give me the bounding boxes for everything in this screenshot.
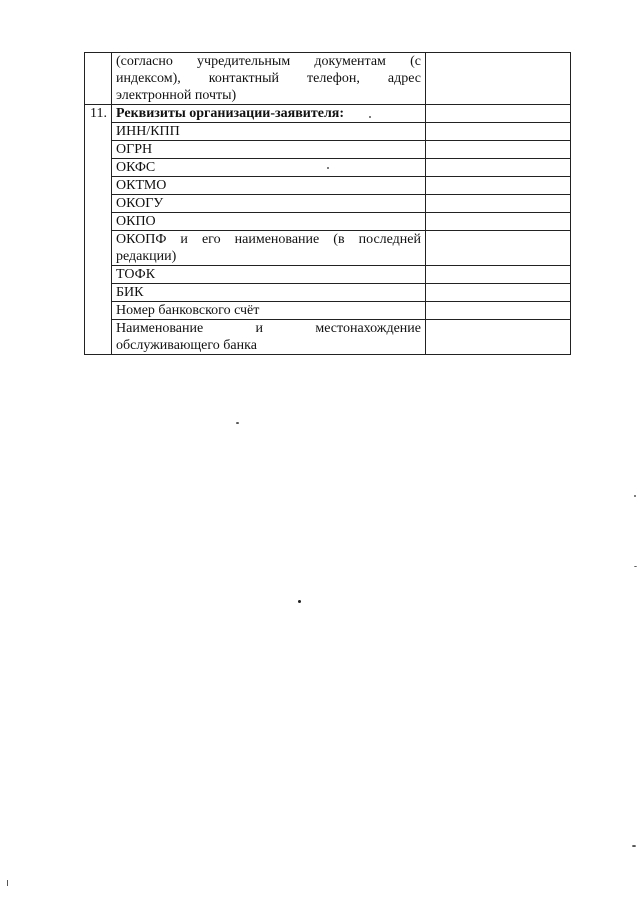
scan-speck — [369, 116, 371, 118]
scan-speck — [7, 880, 8, 886]
value-cell — [426, 159, 571, 177]
scan-speck — [632, 845, 636, 847]
field-bik: БИК — [112, 284, 426, 302]
table-row — [85, 213, 571, 231]
field-okpo: ОКПО — [112, 213, 426, 231]
scan-speck — [236, 422, 239, 424]
value-cell — [426, 320, 571, 355]
field-okopf-line-1: ОКОПФ и его наименование (в последней — [116, 232, 421, 247]
field-okogu: ОКОГУ — [112, 195, 426, 213]
value-cell — [426, 141, 571, 159]
table-row — [85, 141, 571, 159]
field-okopf — [112, 231, 426, 266]
table-row — [85, 53, 571, 105]
table-row — [85, 320, 571, 355]
address-line-1: (согласно учредительным документам (с — [116, 54, 421, 69]
table-row — [85, 123, 571, 141]
section-title: Реквизиты организации-заявителя: — [112, 105, 426, 123]
scan-speck — [327, 167, 329, 169]
field-bank-line-2: обслуживающего банка — [116, 338, 257, 353]
value-cell — [426, 266, 571, 284]
field-bank-account: Номер банковского счёт — [112, 302, 426, 320]
value-cell — [426, 53, 571, 105]
field-okopf-line-2: редакции) — [116, 249, 177, 264]
table-row — [85, 177, 571, 195]
table-row — [85, 266, 571, 284]
value-cell — [426, 231, 571, 266]
field-bank — [112, 320, 426, 355]
value-cell — [426, 123, 571, 141]
scan-speck — [634, 566, 637, 567]
table-row — [85, 195, 571, 213]
field-inn-kpp: ИНН/КПП — [112, 123, 426, 141]
field-oktmo: ОКТМО — [112, 177, 426, 195]
value-cell — [426, 213, 571, 231]
address-line-2: индексом), контактный телефон, адрес — [116, 71, 421, 86]
field-tofk: ТОФК — [112, 266, 426, 284]
address-contacts-cell — [112, 53, 426, 105]
scan-speck — [298, 600, 301, 603]
value-cell — [426, 284, 571, 302]
section-number: 11. — [85, 105, 112, 355]
requisites-table — [84, 52, 571, 355]
table-row — [85, 284, 571, 302]
row-number-cell — [85, 53, 112, 105]
scan-speck — [634, 495, 636, 497]
value-cell — [426, 195, 571, 213]
table-row — [85, 302, 571, 320]
address-line-3: электронной почты) — [116, 88, 237, 103]
value-cell — [426, 177, 571, 195]
value-cell — [426, 302, 571, 320]
field-ogrn: ОГРН — [112, 141, 426, 159]
table-row — [85, 105, 571, 123]
field-bank-line-1: Наименование и местонахождение — [116, 321, 421, 336]
field-okfs: ОКФС — [112, 159, 426, 177]
value-cell — [426, 105, 571, 123]
table-row — [85, 231, 571, 266]
